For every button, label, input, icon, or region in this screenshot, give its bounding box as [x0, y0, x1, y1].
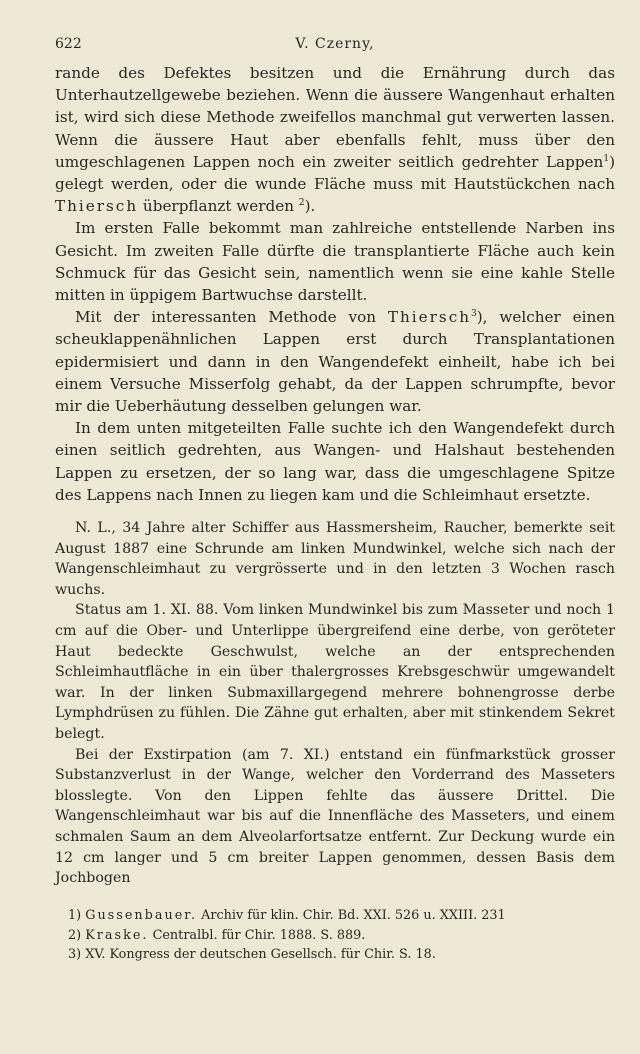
paragraph: rande des Defektes besitzen und die Ernährung durch das Unterhautzellgewebe beziehen. Wenn die äussere Wangenhaut erhalten ist, wird sich diese Methode zweifellos manchmal gut verwerten lassen. Wenn die äussere Haut aber ebenfalls fehlt, muss über den umgeschlagenen Lappen noch ein zweiter seitlich gedrehter Lappen$^1$) gelegt werden, oder die wunde Fläche muss mit Hautstückchen nach Thiersch überpflanzt werden $^2$).: [55, 64, 615, 216]
footnote-ref: 3: [471, 309, 477, 320]
paragraph: Im ersten Falle bekommt man zahlreiche entstellende Narben ins Gesicht. Im zweiten Falle dürfte die transplantierte Fläche auch kein Schmuck für das Gesicht sein, namentlich wenn sie eine kahle Stelle mitten in üppigem Bartwuchse darstellt.: [55, 219, 615, 305]
case-paragraph: Bei der Exstirpation (am 7. XI.) entstand ein fünfmarkstück grosser Substanzverlust in der Wange, welcher den Vorderrand des Masseters blosslegte. Von den Lippen fehlte das äussere Drittel. Die Wangenschleimhaut war bis auf die Innenfläche des Masseters, und einem schmalen Saum an dem Alveolarfortsatze entfernt. Zur Deckung wurde ein 12 cm langer und 5 cm breiter Lappen genommen, dessen Basis dem Jochbogen: [55, 746, 615, 887]
footnotes: [55, 906, 615, 965]
main-text: [55, 62, 615, 506]
footnote: 2) Kraske. Centralbl. für Chir. 1888. S. 889.: [68, 927, 366, 943]
running-head: V. Czerny,: [295, 36, 375, 52]
footnote: 3) XV. Kongress der deutschen Gesellsch. für Chir. S. 18.: [68, 947, 436, 962]
page-header: [55, 36, 615, 62]
case-paragraph: Status am 1. XI. 88. Vom linken Mundwinkel bis zum Masseter und noch 1 cm auf die Ober- und Unterlippe übergreifend eine derbe, von geröteter Haut bedeckte Geschwulst, welche an der entsprechenden Schleimhautfläche in ein über thalergrosses Krebsgeschwür umgewandelt war. In der linken Submaxillargegend mehrere bohnengrosse derbe Lymphdrüsen zu fühlen. Die Zähne gut erhalten, aber mit stinkendem Sekret belegt.: [55, 602, 615, 742]
footnote-author: Gussenbauer.: [85, 908, 198, 923]
footnote-ref: 2: [298, 198, 305, 209]
paragraph: In dem unten mitgeteilten Falle suchte ich den Wangendefekt durch einen seitlich gedrehten, aus Wangen- und Halshaut bestehenden Lappen zu ersetzen, der so lang war, dass die umgeschlagene Spitze des Lappens nach Innen zu liegen kam und die Schleimhaut ersetzte.: [55, 419, 615, 504]
footnote: 1) Gussenbauer. Archiv für klin. Chir. Bd. XXI. 526 u. XXIII. 231: [68, 908, 506, 923]
footnote-author: Kraske.: [85, 927, 149, 943]
footnote-ref: 1: [603, 153, 610, 164]
author-name: Thiersch: [387, 308, 471, 327]
case-paragraph: N. L., 34 Jahre alter Schiffer aus Hassmersheim, Raucher, bemerkte seit August 1887 eine Schrunde am linken Mundwinkel, welche sich nach der Wangenschleimhaut zu vergrösserte und in den letzten 3 Wochen rasch wuchs.: [55, 520, 615, 598]
paragraph: Mit der interessanten Methode von Thiersch$^3$), welcher einen scheuklappenähnlichen Lappen erst durch Transplantationen epidermisiert und dann in den Wangendefekt einheilt, habe ich bei einem Versuche Misserfolg gehabt, da der Lappen schrumpfte, bevor mir die Ueberhäutung desselben gelungen war.: [55, 308, 615, 416]
case-report: [55, 518, 615, 889]
author-name: Thiersch: [55, 197, 139, 216]
page-number: 622: [55, 36, 82, 52]
